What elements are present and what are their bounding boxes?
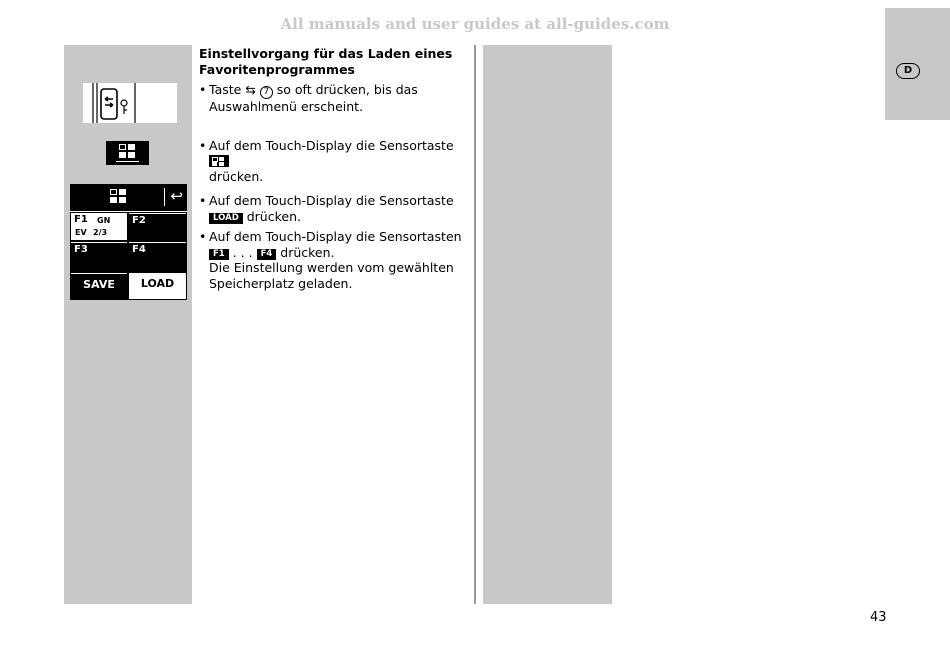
step-4: • Auf dem Touch-Display die Sensortasten F1 . . . F4 drücken. Die Einstellung werden vom gewählten Speicherplatz geladen. bbox=[199, 229, 462, 291]
step-4-text-c: Die Einstellung werden vom gewählten bbox=[209, 260, 454, 275]
touch-display-illustration bbox=[70, 184, 187, 300]
display-header bbox=[70, 184, 187, 210]
language-tab bbox=[885, 8, 950, 120]
column-divider bbox=[474, 45, 476, 604]
step-4-text-b: drücken. bbox=[276, 244, 335, 260]
memory-slot-f3 bbox=[71, 242, 127, 270]
step-2: • Auf dem Touch-Display die Sensortaste drücken. bbox=[199, 138, 454, 184]
memory-slot-f2 bbox=[129, 213, 186, 241]
f1-label: F1 bbox=[74, 214, 88, 225]
memory-slot-f4 bbox=[129, 242, 186, 270]
save-key: SAVE bbox=[71, 273, 127, 296]
favorites-key-inline-icon bbox=[209, 155, 229, 167]
step-2-text-a: Auf dem Touch-Display die Sensortaste bbox=[209, 138, 454, 153]
f4-chip: F4 bbox=[257, 249, 277, 260]
heading-line-1: Einstellvorgang für das Laden eines bbox=[199, 46, 453, 61]
back-icon: ↩ bbox=[170, 187, 183, 205]
left-illustration-column bbox=[64, 45, 192, 604]
mode-arrow-icon: ⇆ bbox=[245, 82, 256, 97]
step-1: • Taste ⇆ 7 so oft drücken, bis das Auswahlmenü erscheint. bbox=[199, 82, 418, 114]
step-3-text-b: drücken. bbox=[242, 208, 301, 224]
mode-button-icon bbox=[83, 83, 177, 123]
page-number: 43 bbox=[870, 610, 887, 625]
step-1-text-c: Auswahlmenü erscheint. bbox=[209, 99, 364, 114]
heading-line-2: Favoritenprogrammes bbox=[199, 61, 355, 77]
step-3-text-a: Auf dem Touch-Display die Sensortaste bbox=[209, 193, 454, 208]
f4-label: F4 bbox=[132, 244, 146, 255]
f1-ev-label: EV bbox=[75, 228, 87, 237]
step-2-text-b: drücken. bbox=[209, 169, 264, 184]
f1-ev-value: 2/3 bbox=[93, 228, 108, 237]
watermark: All manuals and user guides at all-guides.com bbox=[280, 15, 670, 33]
step-1-text-a: Taste bbox=[209, 82, 246, 97]
f1-mode: GN bbox=[97, 216, 111, 225]
button-number-7: 7 bbox=[260, 86, 273, 99]
control-panel-illustration bbox=[83, 83, 177, 123]
step-1-text-b: so oft drücken, bis das bbox=[276, 82, 418, 97]
right-gray-column bbox=[483, 45, 612, 604]
f1-chip: F1 bbox=[209, 249, 229, 260]
load-chip: LOAD bbox=[209, 213, 243, 224]
language-tab-label: D bbox=[896, 63, 920, 79]
step-4-ellipsis: . . . bbox=[228, 244, 257, 260]
instruction-heading bbox=[199, 46, 471, 77]
favorites-sensor-key-icon bbox=[106, 141, 149, 165]
grid-glyph bbox=[119, 144, 135, 158]
load-key: LOAD bbox=[129, 273, 186, 299]
step-4-text-a: Auf dem Touch-Display die Sensortasten bbox=[209, 229, 462, 244]
favorites-icon bbox=[110, 189, 126, 203]
step-3: • Auf dem Touch-Display die Sensortaste LOAD drücken. bbox=[199, 193, 454, 224]
step-4-text-d: Speicherplatz geladen. bbox=[209, 275, 353, 291]
f2-label: F2 bbox=[132, 215, 146, 226]
memory-slot-f1 bbox=[71, 213, 127, 240]
f3-label: F3 bbox=[74, 244, 88, 255]
